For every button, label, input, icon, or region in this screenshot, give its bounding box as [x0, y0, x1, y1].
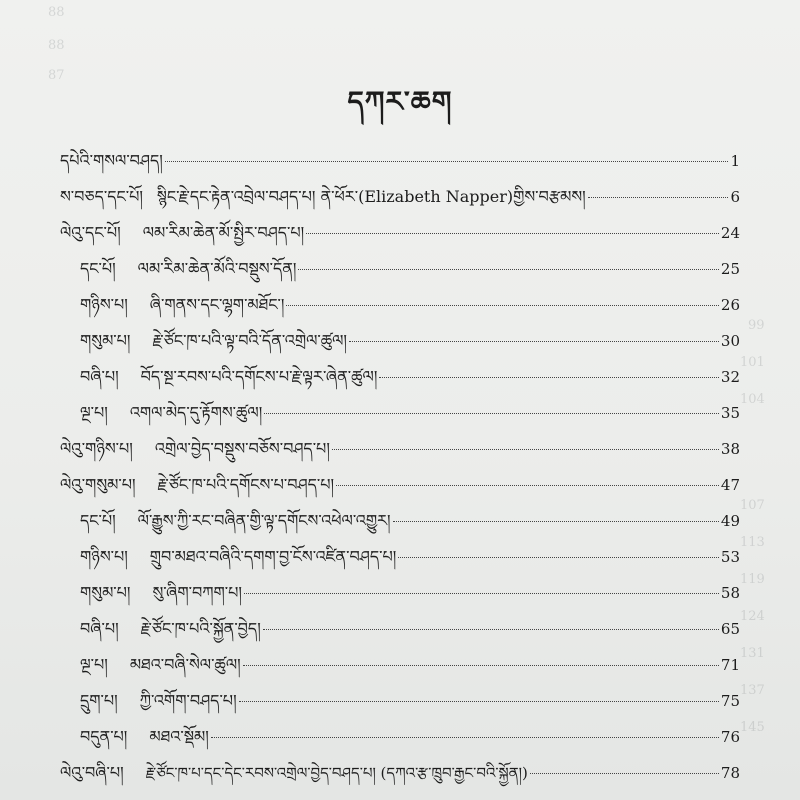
toc-entry-title: ལམ་རིམ་ཆེན་མོའི་བསྡུས་དོན།	[137, 259, 297, 278]
dot-leader	[243, 664, 719, 666]
toc-entry-label: ལྔ་པ།	[80, 403, 108, 422]
bleed-number: 101	[740, 355, 765, 370]
toc-entry-page: 38	[720, 440, 740, 458]
toc-entry-label: དང་པོ།	[80, 511, 116, 530]
toc-entry-label: ལེའུ་བཞི་པ།	[60, 763, 124, 782]
toc-entry-title: འགྲེལ་བྱེད་བསྡུས་བཅོས་བཤད་པ།	[154, 439, 330, 458]
dot-leader	[239, 700, 719, 702]
bleed-number: 137	[740, 683, 765, 698]
toc-entry-title: ཀྱི་འགོག་བཤད་པ།	[139, 691, 237, 710]
toc-entry-label: ལེའུ་གསུམ་པ།	[60, 475, 136, 494]
toc-entry-page: 76	[720, 728, 740, 746]
toc-entry-page: 71	[720, 656, 740, 674]
dot-leader	[264, 412, 719, 414]
toc-entry-label: ལེའུ་དང་པོ།	[60, 223, 121, 242]
toc-entry-label: གསུམ་པ།	[80, 331, 131, 350]
toc-entry-title: སྙིང་རྗེ་དང་རྟེན་འབྲེལ་བཤད་པ། ནེ་ཕོར་(Elizabeth Napper)གྱིས་བརྩམས།	[156, 187, 586, 206]
bleed-number: 124	[740, 609, 765, 624]
toc-entry-page: 1	[730, 152, 740, 170]
toc-entry-label: བཞི་པ།	[80, 619, 119, 638]
toc-entry-page: 78	[720, 764, 740, 782]
toc-entry-label: གཉིས་པ།	[80, 547, 128, 566]
dot-leader	[298, 268, 718, 270]
toc-entry-page: 35	[720, 404, 740, 422]
dot-leader	[393, 520, 719, 522]
toc-entry-title: བོད་སྔ་རབས་པའི་དགོངས་པ་རྗེ་ལྟར་ཞེན་ཚུལ།	[140, 367, 378, 386]
toc-entry-title: རྗེ་ཙོང་ཁ་པའི་སྐྱོན་བྱེད།	[140, 619, 261, 638]
bleed-number: 99	[748, 318, 765, 333]
bleed-number: 107	[740, 498, 765, 513]
toc-entry-title: གྲུབ་མཐའ་བཞིའི་དགག་བྱ་ངོས་འཛིན་བཤད་པ།	[149, 547, 397, 566]
toc-entry[interactable]	[60, 755, 740, 800]
toc-entry-page: 65	[720, 620, 740, 638]
bleed-number: 87	[48, 68, 65, 83]
toc-entry-title: རྗེ་ཙོང་ཁ་པ་དང་དེང་རབས་འགྲེལ་བྱེད་བཤད་པ། (དཀའ་རྩ་ཁྲུབ་རྒྱང་བའི་སྐྱོན།)	[145, 764, 528, 782]
toc-entry-label: བདུན་པ།	[80, 727, 128, 746]
bleed-number: 131	[740, 646, 765, 661]
dot-leader	[244, 592, 719, 594]
dot-leader	[286, 304, 718, 306]
toc-entry-title: དཔེའི་གསལ་བཤད།	[60, 151, 163, 170]
toc-entry-page: 6	[730, 188, 740, 206]
toc-entry-label: གཉིས་པ།	[80, 295, 128, 314]
dot-leader	[530, 772, 719, 774]
toc-entry-title: སུ་ཞིག་བཀག་པ།	[152, 583, 242, 602]
bleed-number: 119	[740, 572, 765, 587]
dot-leader	[336, 484, 719, 486]
dot-leader	[306, 232, 719, 234]
toc-entry-label: དང་པོ།	[80, 259, 116, 278]
dot-leader	[263, 628, 719, 630]
toc-entry-label: དྲུག་པ།	[80, 691, 118, 710]
dot-leader	[398, 556, 719, 558]
toc-entry-title: རྗེ་ཙོང་ཁ་པའི་དགོངས་པ་བཤད་པ།	[157, 475, 335, 494]
bleed-number: 113	[740, 535, 765, 550]
toc-entry-title: མཐའ་སྡོམ།	[149, 727, 209, 746]
toc-entry-title: མཐའ་བཞི་སེལ་ཚུལ།	[129, 655, 241, 674]
toc-entry-page: 32	[720, 368, 740, 386]
dot-leader	[349, 340, 719, 342]
toc-entry-label: ལྔ་པ།	[80, 655, 108, 674]
bleed-number: 104	[740, 392, 765, 407]
toc-entry-page: 75	[720, 692, 740, 710]
dot-leader	[379, 376, 719, 378]
toc-entry-title: ལོ་རྒྱུས་ཀྱི་རང་བཞིན་གྱི་ལྟ་དགོངས་འཕེལ་འགྱུར།	[137, 511, 391, 530]
toc-entry-page: 25	[720, 260, 740, 278]
bleed-number: 88	[48, 38, 65, 53]
toc-entry-title: འགལ་མེད་དུ་རྟོགས་ཚུལ།	[129, 403, 263, 422]
toc-entry-title: རྗེ་ཙོང་ཁ་པའི་ལྟ་བའི་དོན་འགྲེལ་ཚུལ།	[152, 331, 347, 350]
toc-entry-label: ལེའུ་གཉིས་པ།	[60, 439, 133, 458]
toc-entry-page: 53	[720, 548, 740, 566]
toc-entry-page: 58	[720, 584, 740, 602]
toc-entry-title: ཞི་གནས་དང་ལྷག་མཐོང་།	[149, 295, 285, 314]
toc-entry-page: 26	[720, 296, 740, 314]
toc-entry-title: ལམ་རིམ་ཆེན་མོ་སྤྱིར་བཤད་པ།	[142, 223, 305, 242]
dot-leader	[165, 160, 729, 162]
dot-leader	[588, 196, 729, 198]
toc-entry-page: 24	[720, 224, 740, 242]
toc-entry-label: ས་བཅད་དང་པོ།	[60, 187, 143, 206]
toc-entry-page: 49	[720, 512, 740, 530]
toc-entry-label: བཞི་པ།	[80, 367, 119, 386]
bleed-number: 145	[740, 720, 765, 735]
dot-leader	[332, 448, 719, 450]
dot-leader	[211, 736, 719, 738]
page-title: དཀར་ཆག	[347, 85, 453, 118]
bleed-number: 88	[48, 5, 65, 20]
toc-entry-page: 30	[720, 332, 740, 350]
toc-entry-page: 47	[720, 476, 740, 494]
toc-entry-label: གསུམ་པ།	[80, 583, 131, 602]
